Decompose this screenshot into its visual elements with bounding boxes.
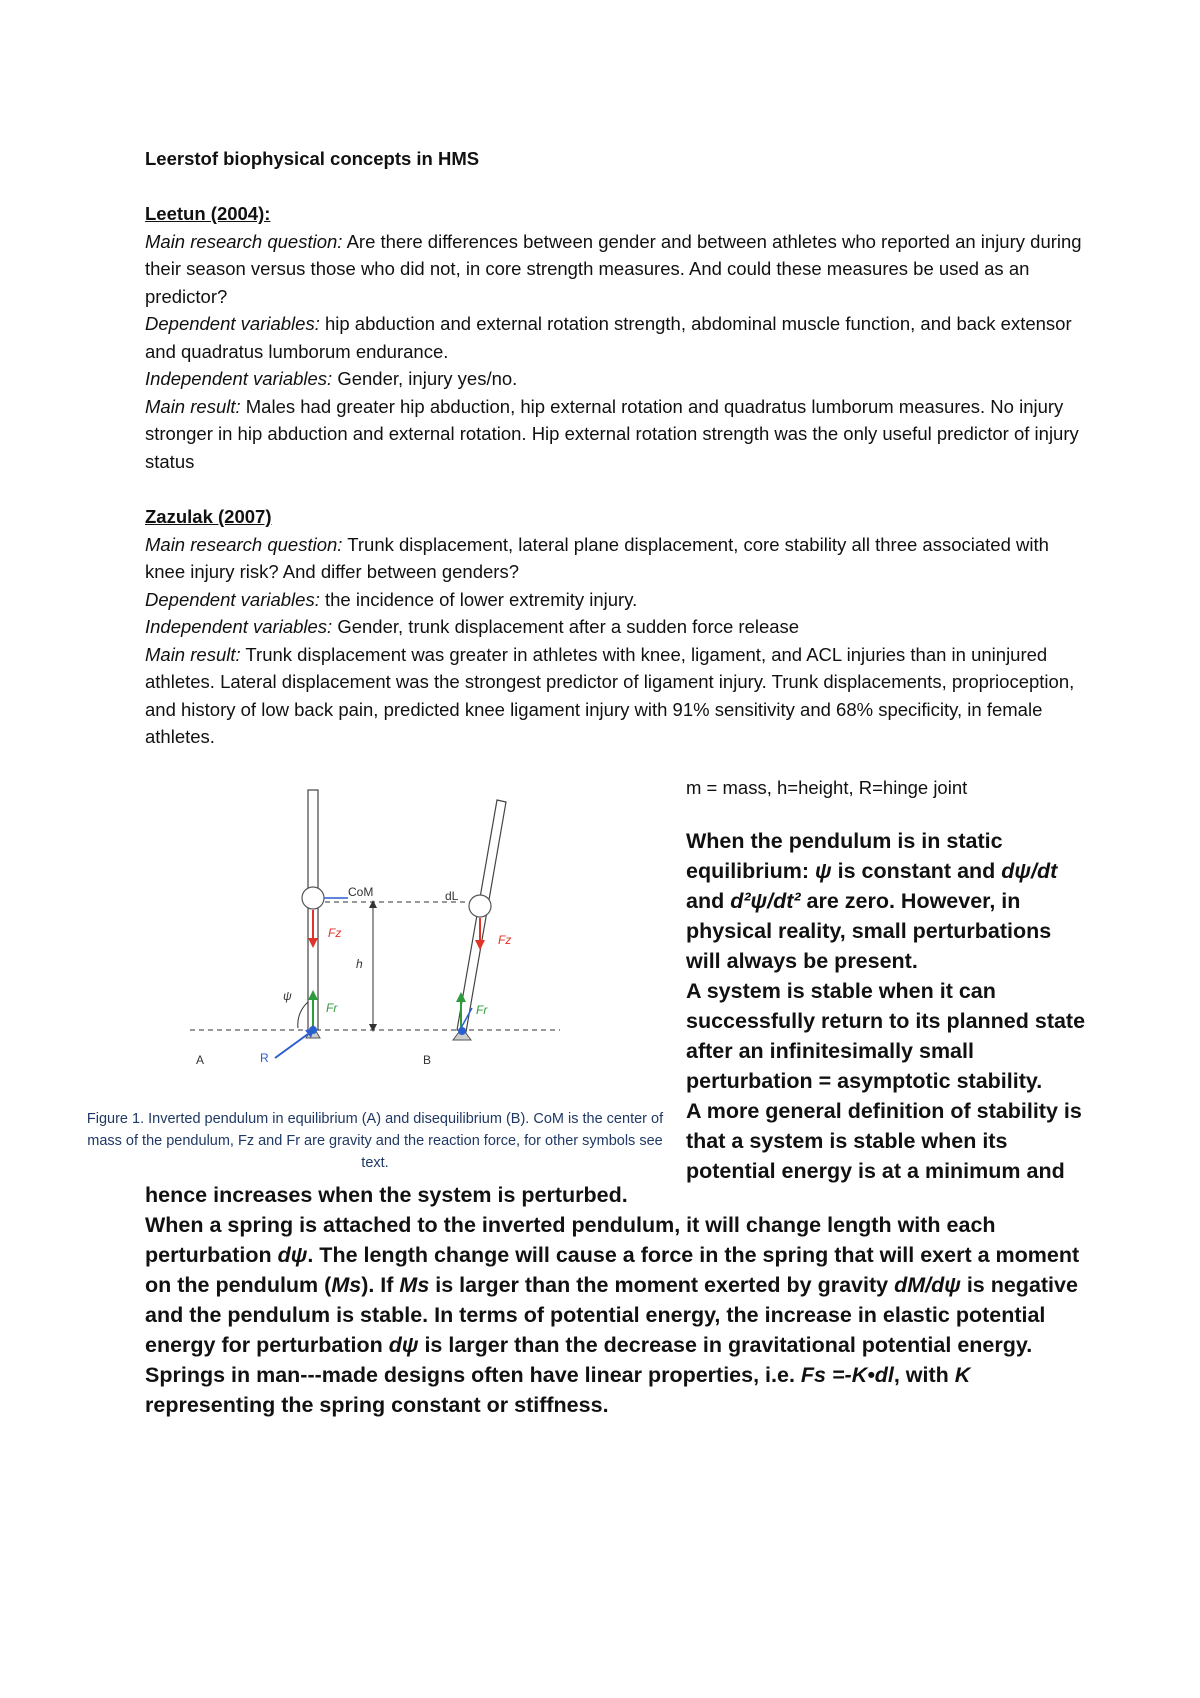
indep-text: Gender, trunk displacement after a sudden force release — [332, 616, 800, 637]
zazulak-dependent — [145, 586, 1085, 614]
dep-label: Dependent variables: — [145, 588, 320, 610]
zazulak-section — [145, 503, 1085, 751]
leetun-heading: Leetun (2004): — [145, 203, 271, 224]
psi-arc — [298, 1002, 308, 1028]
dep-text: the incidence of lower extremity injury. — [319, 588, 638, 610]
document-title: Leerstof biophysical concepts in HMS — [145, 148, 480, 169]
text: representing the spring constant or — [145, 1393, 515, 1417]
zazulak-independent — [145, 613, 1085, 641]
dep-text: hip abduction and external rotation strength, abdominal muscle function, and back extensor and quadratus lumborum endurance. — [145, 313, 1072, 362]
rq-label: Main research question: — [145, 533, 343, 555]
text: . The length change will cause a force in the spring that will exert a moment on the pendulum ( — [145, 1243, 1080, 1297]
spring-text — [145, 1180, 1090, 1420]
h-arrow-top — [369, 900, 377, 908]
res-text: Males had greater hip abduction, hip external rotation and quadratus lumborum measures. No injury stronger in hip abduction and external rotation. Hip external rotation strength was the only useful predictor of injury status — [145, 395, 1079, 472]
dpsi-dt: dψ/dt — [1001, 859, 1058, 883]
text: is larger than the moment exerted by gravity — [429, 1273, 895, 1297]
indep-label: Independent variables: — [145, 368, 333, 389]
symbol-legend: m = mass, h=height, R=hinge joint — [686, 777, 968, 798]
res-text: Trunk displacement was greater in athletes with knee, ligament, and ACL injuries than in uninjured athletes. Lateral displacement was the strongest predictor of ligament injury. Trunk displacements, proprioception, and history of low back pain, predicted knee ligament injury with 91% sensitivity and 68% specificity, in female athletes. — [145, 643, 1075, 747]
static-equilibrium-paragraph — [686, 826, 1086, 976]
text: and — [686, 889, 731, 913]
res-label: Main result: — [145, 395, 241, 417]
perturbed-line: hence increases when the system is perturbed. — [145, 1183, 628, 1207]
dpsi-symbol: dψ — [388, 1333, 419, 1357]
zazulak-heading: Zazulak (2007) — [145, 506, 272, 527]
fz-b-label: Fz — [498, 933, 512, 947]
text: A system is stable when it can successfully return to its planned state after an infinitesimally small perturbation = — [686, 979, 1086, 1093]
com-b-circle — [469, 895, 491, 917]
res-label: Main result: — [145, 643, 241, 665]
h-label: h — [356, 957, 363, 971]
text: When the pendulum is in static equilibrium: — [686, 829, 1003, 883]
r-arrow — [275, 1034, 308, 1058]
zazulak-research-question — [145, 531, 1085, 586]
text: is larger than the decrease in gravitational potential energy. — [418, 1333, 1033, 1357]
stability-side-text — [686, 826, 1086, 1186]
fr-a-label: Fr — [326, 1001, 338, 1015]
label-a: A — [196, 1053, 205, 1067]
com-a-circle — [302, 887, 324, 909]
rq-label: Main research question: — [145, 230, 343, 252]
k-symbol: K — [954, 1363, 971, 1387]
spring-equation: =-K•dl — [826, 1363, 894, 1387]
text: Springs in man---made designs often have linear properties, i.e. — [145, 1363, 801, 1387]
leetun-section — [145, 145, 1085, 475]
general-stability-paragraph: A more general definition of stability is that a system is stable when its potential energy is at a minimum and — [686, 1099, 1082, 1183]
com-label: CoM — [348, 885, 374, 899]
dl-label: dL — [445, 889, 459, 903]
asymptotic-stability-paragraph — [686, 976, 1086, 1096]
indep-text: Gender, injury yes/no. — [332, 368, 518, 389]
spring-paragraph — [145, 1210, 1090, 1360]
spacer — [145, 173, 1085, 201]
leetun-independent — [145, 365, 1085, 393]
text: When a spring is attached to the inverted pendulum, it will change length with each perturbation — [145, 1213, 996, 1267]
leetun-research-question — [145, 228, 1085, 311]
psi-symbol: ψ — [815, 859, 832, 883]
indep-label: Independent variables: — [145, 616, 333, 637]
ms-symbol: Ms — [331, 1273, 362, 1297]
hinge-b-joint — [458, 1027, 466, 1035]
figure-caption: Figure 1. Inverted pendulum in equilibrium (A) and disequilibrium (B). CoM is the center of mass of the pendulum, Fz and Fr are gravity and the reaction force, for other symbols see text. — [86, 1111, 664, 1171]
h-arrow-bottom — [369, 1024, 377, 1032]
dpsi-symbol: dψ — [277, 1243, 308, 1267]
linear-spring-paragraph — [145, 1360, 1090, 1420]
rq-text: Trunk displacement, lateral plane displacement, core stability all three associated with knee injury risk? And differ between genders? — [145, 533, 1049, 582]
label-b: B — [423, 1053, 432, 1067]
fs-symbol: Fs — [800, 1363, 826, 1387]
dep-label: Dependent variables: — [145, 313, 320, 334]
text: is negative and the pendulum is stable. In terms of potential energy, the increase in elastic potential energy for perturbation — [145, 1273, 1078, 1357]
fr-b-label: Fr — [476, 1003, 488, 1017]
r-label: R — [260, 1051, 269, 1065]
psi-label: ψ — [283, 989, 292, 1003]
rq-text: Are there differences between gender and between athletes who reported an injury during their season versus those who did not, in core strength measures. And could these measures be used as an predictor? — [145, 230, 1082, 307]
text: , with — [893, 1363, 955, 1387]
text: are zero. However, in physical reality, small perturbations will always be present. — [686, 889, 1052, 973]
stiffness-term: stiffness — [514, 1393, 603, 1417]
ms-symbol: Ms — [399, 1273, 430, 1297]
d2psi-dt2: d²ψ/dt² — [730, 889, 801, 913]
text: ). If — [361, 1273, 400, 1297]
text: . — [602, 1393, 609, 1417]
inverted-pendulum-figure — [180, 780, 580, 1080]
leetun-dependent — [145, 310, 1085, 365]
fz-a-label: Fz — [328, 926, 342, 940]
leetun-result — [145, 393, 1085, 476]
dm-dpsi-symbol: dM/dψ — [894, 1273, 961, 1297]
zazulak-result — [145, 641, 1085, 751]
asymptotic-stability-term: asymptotic stability. — [837, 1069, 1043, 1093]
text: is constant and — [831, 859, 1002, 883]
